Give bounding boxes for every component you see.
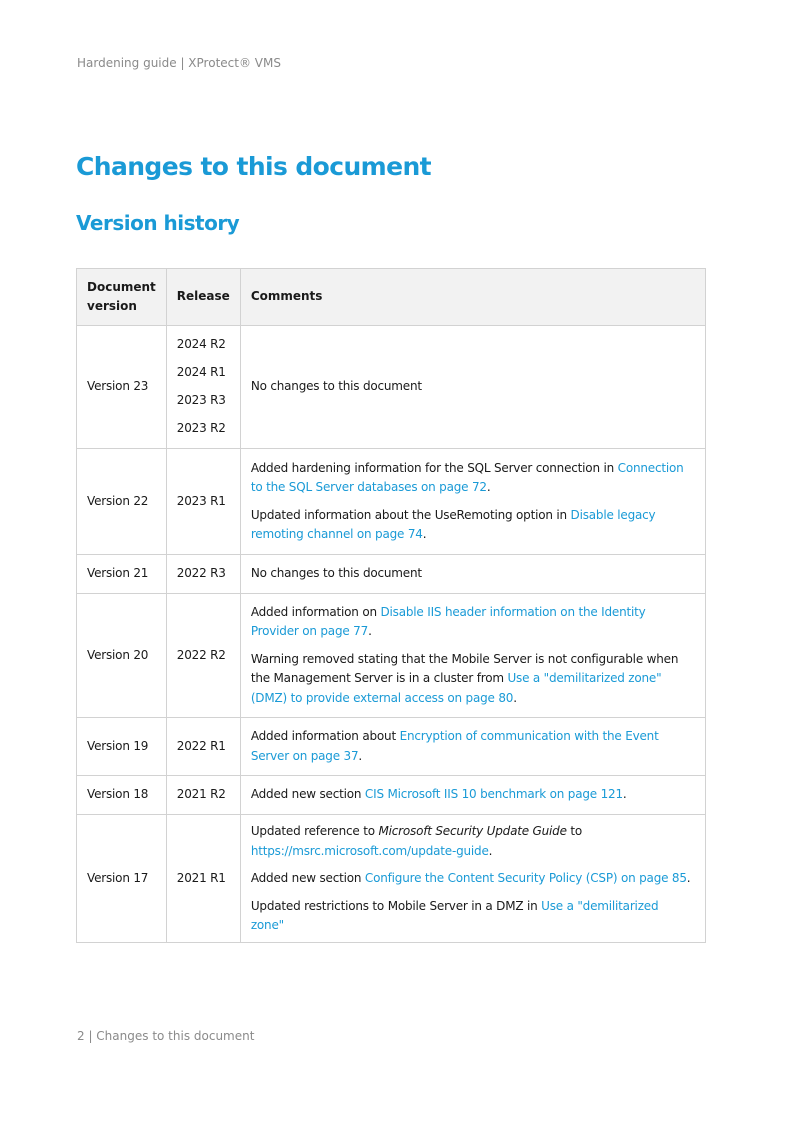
release-cell [166,326,240,449]
release-value: 2021 R1 [176,870,226,885]
comments-cell [240,555,705,594]
comment-end: . [622,787,627,802]
comments-cell [240,449,705,555]
release-value: 2021 R2 [176,787,226,802]
section-title: Version history [76,211,240,235]
cross-reference-link[interactable]: CIS Microsoft IIS 10 benchmark on page 121 [364,787,623,802]
release-cell [166,449,240,555]
table-row [77,449,706,555]
column-header-release: Release [166,269,240,326]
comment-paragraph [251,564,695,584]
release-value: 2023 R3 [176,393,226,408]
comment-paragraph [251,785,695,805]
table-row [77,326,706,449]
comment-paragraph [251,459,695,498]
comment-italic-title: Microsoft Security Update Guide [378,824,567,838]
comment-end: . [513,690,517,705]
comment-text: No changes to this document [250,379,422,394]
comment-paragraph [251,506,695,545]
comment-text: No changes to this document [250,566,422,581]
version-cell: Version 22 [77,449,167,555]
running-footer: 2 | Changes to this document [77,1029,255,1043]
version-cell: Version 17 [77,815,167,943]
comment-end: . [488,843,493,858]
comment-text: Added information on [250,604,381,619]
release-cell [166,776,240,815]
cross-reference-link[interactable]: Connection to the SQL Server databases on page 72 [250,460,684,494]
version-cell: Version 18 [77,776,167,815]
comment-paragraph [251,897,695,936]
cross-reference-link[interactable]: Use a "demilitarized zone" (DMZ) to provide external access on page 80 [250,671,662,705]
comment-paragraph [251,603,695,642]
comment-text: to [566,824,583,838]
comment-text: Warning removed stating that the Mobile Server is not configurable when the Management Server is in a cluster from [250,651,679,686]
comment-paragraph [251,727,695,766]
comment-paragraph [251,377,695,397]
column-header-document-version: Document version [77,269,167,326]
comment-end: . [368,624,372,639]
table-row [77,594,706,718]
table-row [77,776,706,815]
comment-text: Added hardening information for the SQL Server connection in [250,460,618,475]
table-row [77,555,706,594]
table-row [77,815,706,943]
version-cell: Version 23 [77,326,167,449]
table-row [77,718,706,776]
comments-cell [240,594,705,718]
release-value: 2022 R3 [176,566,226,581]
comment-end: . [686,871,691,885]
release-value: 2022 R2 [176,647,226,662]
cross-reference-link[interactable]: Use a "demilitarized zone" [250,898,659,932]
comment-end: . [486,480,491,494]
release-cell [166,815,240,943]
release-value: 2024 R2 [176,337,226,352]
release-cell [166,555,240,594]
comment-end: . [422,527,427,541]
comments-cell [240,718,705,776]
version-cell: Version 20 [77,594,167,718]
comment-paragraph [251,650,695,709]
comments-cell [240,776,705,815]
comment-text: Added information about [250,729,400,743]
cross-reference-link[interactable]: Disable legacy remoting channel on page 74 [250,507,656,541]
release-value: 2023 R2 [176,421,226,436]
page-title: Changes to this document [76,152,432,181]
version-cell: Version 21 [77,555,167,594]
running-header: Hardening guide | XProtect® VMS [77,56,281,70]
cross-reference-link[interactable]: Configure the Content Security Policy (CSP) on page 85 [364,871,687,885]
comment-text: Updated information about the UseRemoting option in [250,507,571,522]
comment-text: Added new section [250,871,365,885]
external-url-link[interactable]: https://msrc.microsoft.com/update-guide [250,843,489,858]
comment-text: Updated reference to [250,824,379,838]
release-cell [166,718,240,776]
comments-cell [240,815,705,943]
version-history-table [76,268,706,943]
version-cell: Version 19 [77,718,167,776]
cross-reference-link[interactable]: Encryption of communication with the Event Server on page 37 [250,729,659,763]
comment-paragraph [251,822,695,861]
cross-reference-link[interactable]: Disable IIS header information on the Identity Provider on page 77 [250,604,646,639]
comments-cell [240,326,705,449]
comment-text: Added new section [250,787,365,802]
column-header-comments: Comments [240,269,705,326]
comment-paragraph [251,869,695,889]
comment-text: Updated restrictions to Mobile Server in a DMZ in [250,898,542,913]
release-value: 2023 R1 [176,493,226,508]
table-header-row [77,269,706,326]
comment-end: . [358,748,363,763]
release-value: 2024 R1 [176,365,226,380]
release-cell [166,594,240,718]
release-value: 2022 R1 [176,738,226,753]
